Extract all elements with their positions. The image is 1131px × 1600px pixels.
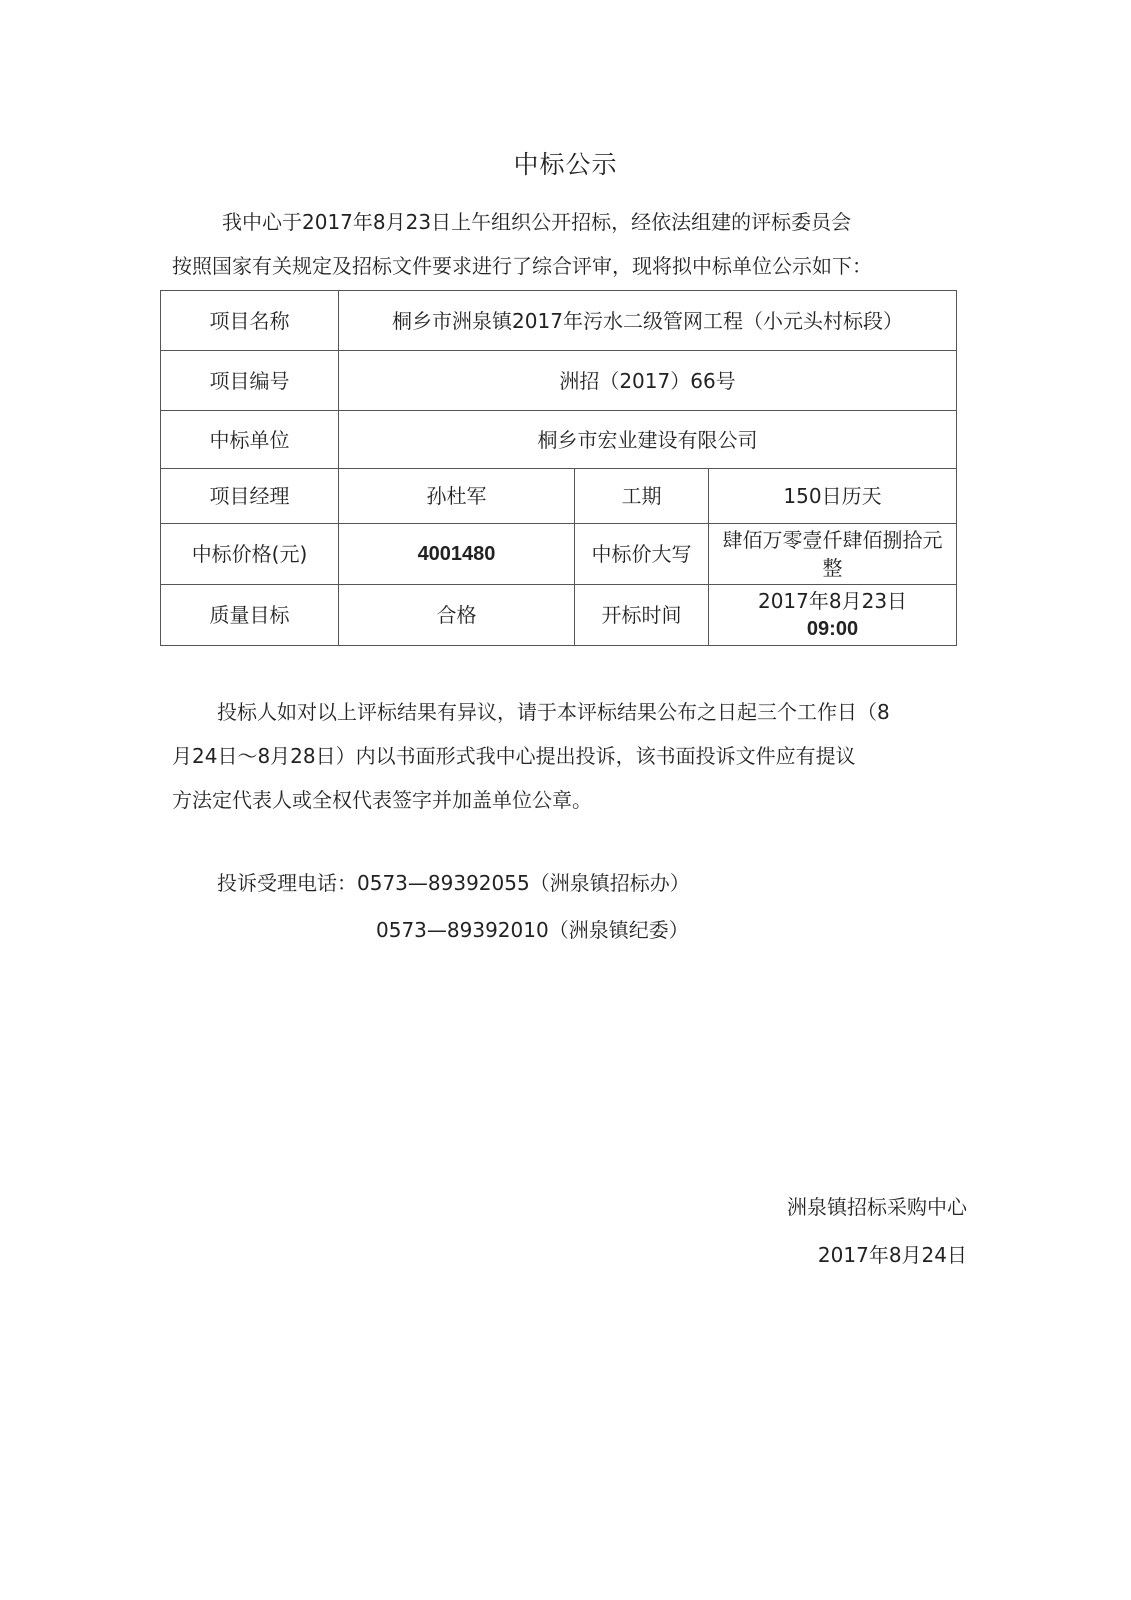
open-time-value (709, 585, 957, 646)
open-time-clock: 09:00 (806, 618, 859, 640)
manager-value: 孙杜军 (339, 469, 575, 524)
complaint-label: 投诉受理电话： (217, 871, 357, 895)
objection-line-3: 方法定代表人或全权代表签字并加盖单位公章。 (172, 788, 592, 812)
quality-label: 质量目标 (161, 585, 339, 646)
price-words-value: 肆佰万零壹仟肆佰捌拾元整 (709, 524, 957, 585)
intro-line-2: 按照国家有关规定及招标文件要求进行了综合评审，现将拟中标单位公示如下： (172, 254, 872, 278)
intro-paragraph (172, 200, 967, 288)
intro-line-1: 我中心于2017年8月23日上午组织公开招标，经依法组建的评标委员会 (222, 210, 852, 234)
complaint-phone-line-2 (376, 915, 689, 945)
page-title: 中标公示 (513, 150, 618, 179)
table-row (161, 585, 957, 646)
award-table (160, 290, 957, 646)
table-row (161, 411, 957, 469)
manager-label: 项目经理 (161, 469, 339, 524)
price-value: 4001480 (339, 524, 575, 585)
open-time-label: 开标时间 (575, 585, 709, 646)
objection-line-1: 投标人如对以上评标结果有异议，请于本评标结果公布之日起三个工作日（8 (217, 700, 890, 724)
signature-organization: 洲泉镇招标采购中心 (787, 1195, 967, 1219)
duration-value: 150日历天 (709, 469, 957, 524)
table-row (161, 351, 957, 411)
objection-paragraph (172, 690, 967, 822)
project-name-label: 项目名称 (161, 291, 339, 351)
table-row (161, 291, 957, 351)
signature-date: 2017年8月24日 (817, 1243, 967, 1267)
complaint-phone-2: 0573—89392010（洲泉镇纪委） (376, 918, 689, 942)
price-words-label: 中标价大写 (575, 524, 709, 585)
objection-line-2: 月24日～8月28日）内以书面形式我中心提出投诉，该书面投诉文件应有提议 (172, 744, 856, 768)
open-time-date: 2017年8月23日 (757, 589, 908, 613)
winner-value: 桐乡市宏业建设有限公司 (339, 411, 957, 469)
table-row (161, 524, 957, 585)
table-row (161, 469, 957, 524)
complaint-phone-1: 0573—89392055（洲泉镇招标办） (357, 871, 690, 895)
project-number-label: 项目编号 (161, 351, 339, 411)
winner-label: 中标单位 (161, 411, 339, 469)
price-label: 中标价格(元) (161, 524, 339, 585)
quality-value: 合格 (339, 585, 575, 646)
project-number-value: 洲招（2017）66号 (339, 351, 957, 411)
complaint-phone-line-1 (217, 868, 690, 898)
duration-label: 工期 (575, 469, 709, 524)
project-name-value: 桐乡市洲泉镇2017年污水二级管网工程（小元头村标段） (339, 291, 957, 351)
